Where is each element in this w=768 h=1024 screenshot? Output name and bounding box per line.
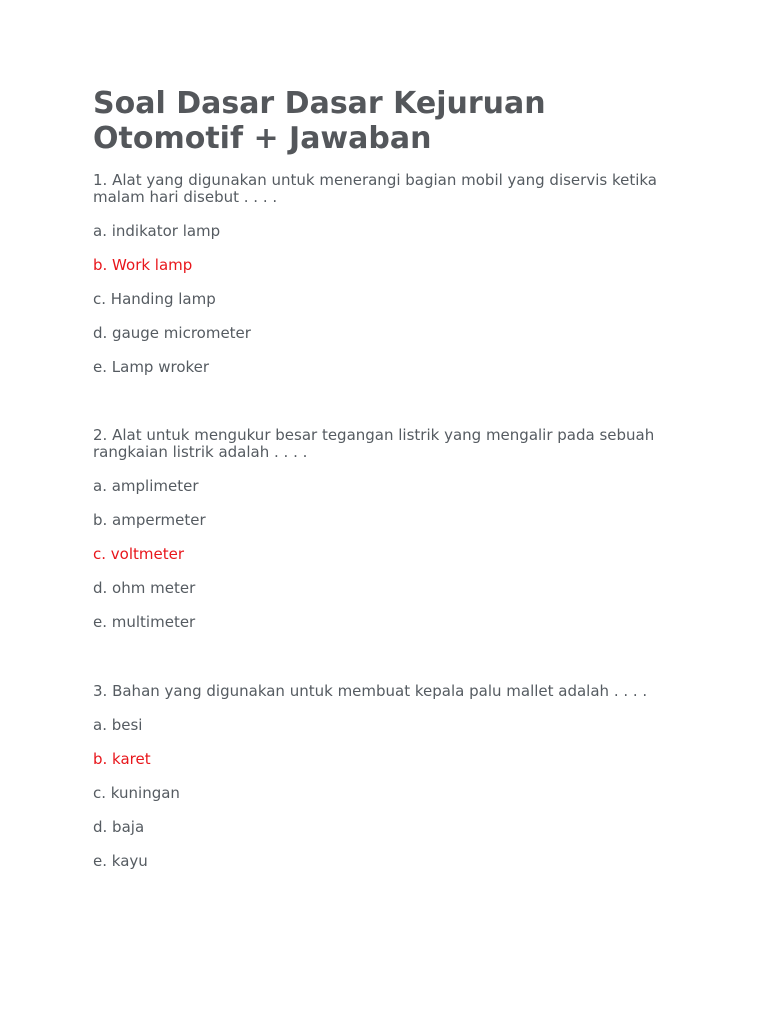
option-b: b. ampermeter: [93, 511, 206, 529]
option-d: d. ohm meter: [93, 579, 196, 597]
question-text: 3. Bahan yang digunakan untuk membuat kepala palu mallet adalah . . . .: [93, 682, 648, 700]
question-3: [93, 683, 693, 870]
option-e: e. kayu: [93, 852, 148, 870]
option-a: a. amplimeter: [93, 477, 199, 495]
option-c: c. Handing lamp: [93, 290, 216, 308]
option-d: d. baja: [93, 818, 145, 836]
option-a: a. besi: [93, 716, 143, 734]
option-a: a. indikator lamp: [93, 222, 221, 240]
option-b-answer: b. Work lamp: [93, 256, 193, 274]
document-page: [93, 86, 693, 870]
question-2: [93, 427, 693, 631]
question-text: 1. Alat yang digunakan untuk menerangi bagian mobil yang diservis ketika malam hari disebut . . . .: [93, 171, 657, 206]
question-text: 2. Alat untuk mengukur besar tegangan listrik yang mengalir pada sebuah rangkaian listrik adalah . . . .: [93, 426, 655, 461]
option-d: d. gauge micrometer: [93, 324, 251, 342]
option-b-answer: b. karet: [93, 750, 151, 768]
question-1: [93, 172, 693, 376]
option-c: c. kuningan: [93, 784, 180, 802]
page-title: Soal Dasar Dasar Kejuruan Otomotif + Jawaban: [93, 86, 546, 156]
option-c-answer: c. voltmeter: [93, 545, 185, 563]
option-e: e. Lamp wroker: [93, 358, 210, 376]
option-e: e. multimeter: [93, 613, 196, 631]
